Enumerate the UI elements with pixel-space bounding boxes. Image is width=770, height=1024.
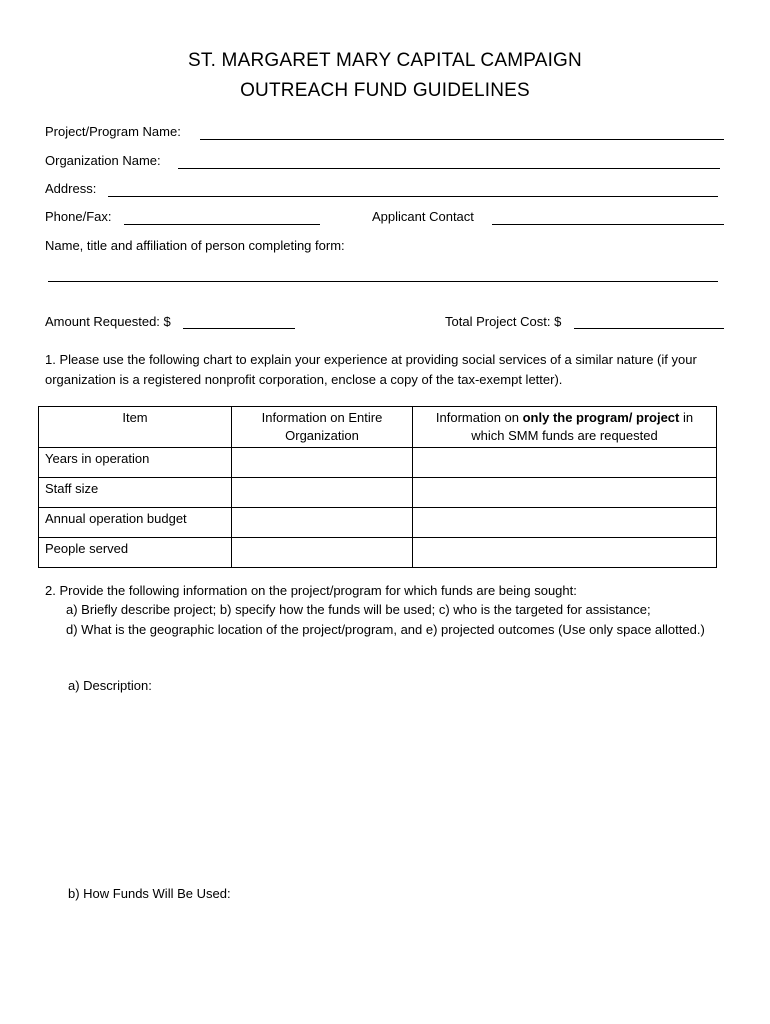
row-label-years: Years in operation <box>39 448 232 478</box>
funds-usage-area[interactable] <box>66 908 716 1008</box>
applicant-contact-field[interactable] <box>492 224 724 225</box>
cell-budget-program[interactable] <box>413 508 717 538</box>
cell-years-org[interactable] <box>232 448 413 478</box>
person-completing-field[interactable] <box>48 281 718 282</box>
section-b-funds-label: b) How Funds Will Be Used: <box>68 886 231 901</box>
cell-people-program[interactable] <box>413 538 717 568</box>
cell-staff-org[interactable] <box>232 478 413 508</box>
total-project-cost-field[interactable] <box>574 328 724 329</box>
organization-name-field[interactable] <box>178 168 720 169</box>
cell-people-org[interactable] <box>232 538 413 568</box>
question-1-text: 1. Please use the following chart to explain your experience at providing social services of a similar nature (if your organization is a registered nonprofit corporation, enclose a copy of the tax-exempt letter). <box>45 352 697 387</box>
phone-fax-label: Phone/Fax: <box>45 209 112 224</box>
row-label-budget: Annual operation budget <box>39 508 232 538</box>
person-completing-label: Name, title and affiliation of person completing form: <box>45 238 345 253</box>
amount-requested-field[interactable] <box>183 328 295 329</box>
project-name-field[interactable] <box>200 139 724 140</box>
section-a-description-label: a) Description: <box>68 678 152 693</box>
table-row <box>39 508 717 538</box>
question-2-intro: 2. Provide the following information on the project/program for which funds are being sought: <box>45 583 577 598</box>
table-header-row <box>39 407 717 448</box>
form-title-line1: ST. MARGARET MARY CAPITAL CAMPAIGN <box>188 50 582 71</box>
question-2-items-1: a) Briefly describe project; b) specify how the funds will be used; c) who is the targeted for assistance; <box>66 602 651 617</box>
question-2-items-2: d) What is the geographic location of the project/program, and e) projected outcomes (Use only space allotted.) <box>66 622 705 637</box>
cell-budget-org[interactable] <box>232 508 413 538</box>
experience-table <box>38 406 717 568</box>
organization-name-label: Organization Name: <box>45 153 161 168</box>
amount-requested-label: Amount Requested: $ <box>45 314 171 329</box>
project-name-label: Project/Program Name: <box>45 124 181 139</box>
table-row <box>39 478 717 508</box>
description-area[interactable] <box>66 700 716 870</box>
header-item: Item <box>39 407 232 448</box>
table-row <box>39 448 717 478</box>
header-program-info: Information on only the program/ project in which SMM funds are requested <box>413 407 717 448</box>
phone-fax-field[interactable] <box>124 224 320 225</box>
total-project-cost-label: Total Project Cost: $ <box>445 314 562 329</box>
table-row <box>39 538 717 568</box>
cell-staff-program[interactable] <box>413 478 717 508</box>
applicant-contact-label: Applicant Contact <box>372 209 474 224</box>
address-label: Address: <box>45 181 97 196</box>
address-field[interactable] <box>108 196 718 197</box>
cell-years-program[interactable] <box>413 448 717 478</box>
header-entire-organization: Information on Entire Organization <box>232 407 413 448</box>
form-title-line2: OUTREACH FUND GUIDELINES <box>240 80 530 101</box>
row-label-people: People served <box>39 538 232 568</box>
row-label-staff: Staff size <box>39 478 232 508</box>
